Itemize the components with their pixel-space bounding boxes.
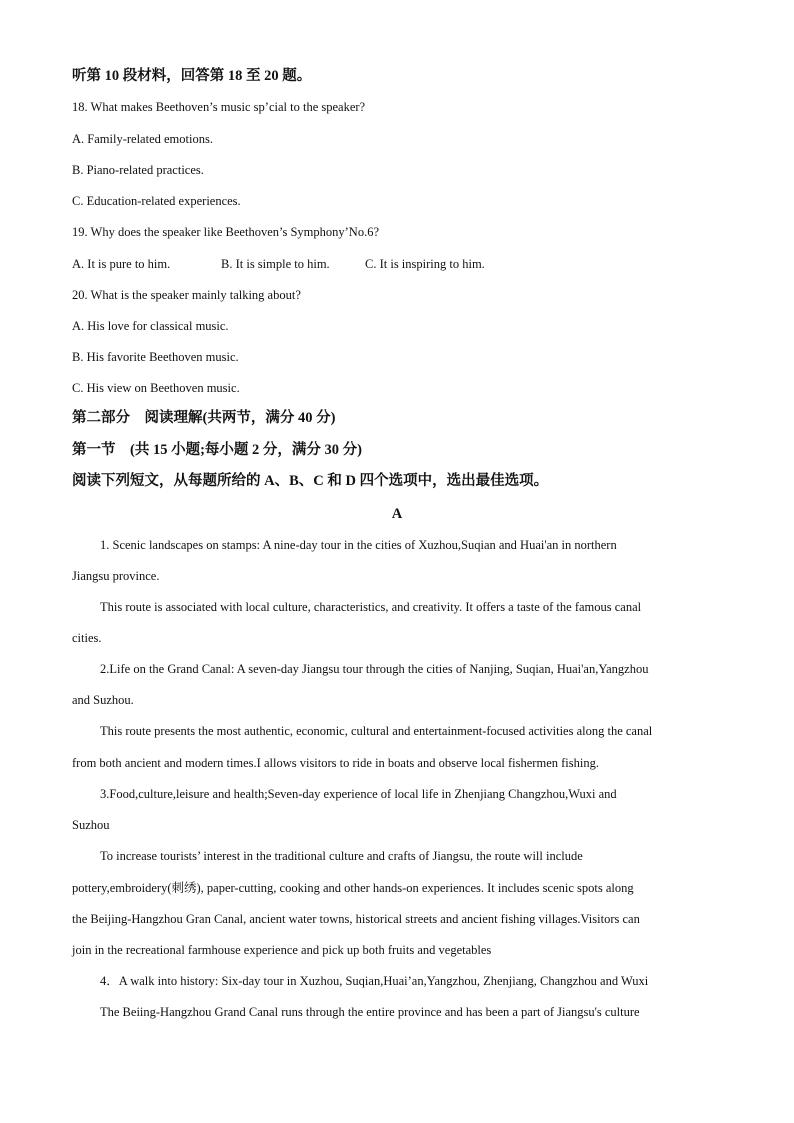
question-19-options bbox=[72, 256, 722, 272]
passage-item-1-title: 1. Scenic landscapes on stamps: A nine-day tour in the cities of Xuzhou,Suqian and Huai'an in northern bbox=[100, 538, 617, 552]
listening-section-header: 听第 10 段材料，回答第 18 至 20 题。 bbox=[72, 68, 312, 84]
passage-item-4-title: 4．A walk into history: Six-day tour in Xuzhou, Suqian,Huai’an,Yangzhou, Zhenjiang, Changzhou and Wuxi bbox=[100, 974, 649, 988]
passage-item-1-desc-cont: cities. bbox=[72, 631, 102, 645]
question-18-option-c: C. Education-related experiences. bbox=[72, 194, 241, 208]
question-20-option-c: C. His view on Beethoven music. bbox=[72, 381, 240, 395]
question-20-option-a: A. His love for classical music. bbox=[72, 319, 229, 333]
question-19: 19. Why does the speaker like Beethoven’s Symphony’No.6? bbox=[72, 225, 380, 239]
passage-item-1-title-cont: Jiangsu province. bbox=[72, 569, 160, 583]
passage-item-3-title-cont: Suzhou bbox=[72, 818, 110, 832]
passage-item-2-desc: This route presents the most authentic, economic, cultural and entertainment-focused activities along the canal bbox=[100, 724, 653, 738]
passage-item-3-desc: To increase tourists’ interest in the traditional culture and crafts of Jiangsu, the route will include bbox=[100, 849, 583, 863]
question-18-option-a: A. Family-related emotions. bbox=[72, 132, 213, 146]
question-19-option-c: C. It is inspiring to him. bbox=[365, 257, 485, 271]
passage-item-3-desc-cont-2: the Beijing-Hangzhou Gran Canal, ancient water towns, historical streets and ancient fishing villages.Visitors can bbox=[72, 912, 640, 926]
reading-section-title: 第一节 (共 15 小题;每小题 2 分，满分 30 分) bbox=[72, 442, 362, 458]
question-18: 18. What makes Beethoven’s music sp’cial to the speaker? bbox=[72, 100, 366, 114]
passage-item-4-desc: The Beiing-Hangzhou Grand Canal runs through the entire province and has been a part of Jiangsu's culture bbox=[100, 1005, 640, 1019]
question-19-option-a: A. It is pure to him. bbox=[72, 257, 171, 271]
question-18-option-b: B. Piano-related practices. bbox=[72, 163, 204, 177]
passage-label: A bbox=[391, 506, 403, 522]
question-20: 20. What is the speaker mainly talking about? bbox=[72, 288, 301, 302]
passage-item-3-desc-cont-1: pottery,embroidery(刺绣), paper-cutting, cooking and other hands-on experiences. It includes scenic spots along bbox=[72, 881, 634, 895]
question-19-option-b: B. It is simple to him. bbox=[221, 257, 330, 271]
passage-item-3-title: 3.Food,culture,leisure and health;Seven-day experience of local life in Zhenjiang Changzhou,Wuxi and bbox=[100, 787, 617, 801]
reading-part-title: 第二部分 阅读理解(共两节，满分 40 分) bbox=[72, 410, 336, 426]
passage-item-2-title: 2.Life on the Grand Canal: A seven-day Jiangsu tour through the cities of Nanjing, Suqian, Huai'an,Yangzhou bbox=[100, 662, 649, 676]
question-20-option-b: B. His favorite Beethoven music. bbox=[72, 350, 239, 364]
reading-instruction: 阅读下列短文，从每题所给的 A、B、C 和 D 四个选项中，选出最佳选项。 bbox=[72, 473, 549, 489]
passage-item-2-desc-cont: from both ancient and modern times.I allows visitors to ride in boats and observe local fishermen fishing. bbox=[72, 756, 599, 770]
passage-item-1-desc: This route is associated with local culture, characteristics, and creativity. It offers a taste of the famous canal bbox=[100, 600, 642, 614]
passage-item-3-desc-cont-3: join in the recreational farmhouse experience and pick up both fruits and vegetables bbox=[72, 943, 492, 957]
passage-item-2-title-cont: and Suzhou. bbox=[72, 693, 134, 707]
